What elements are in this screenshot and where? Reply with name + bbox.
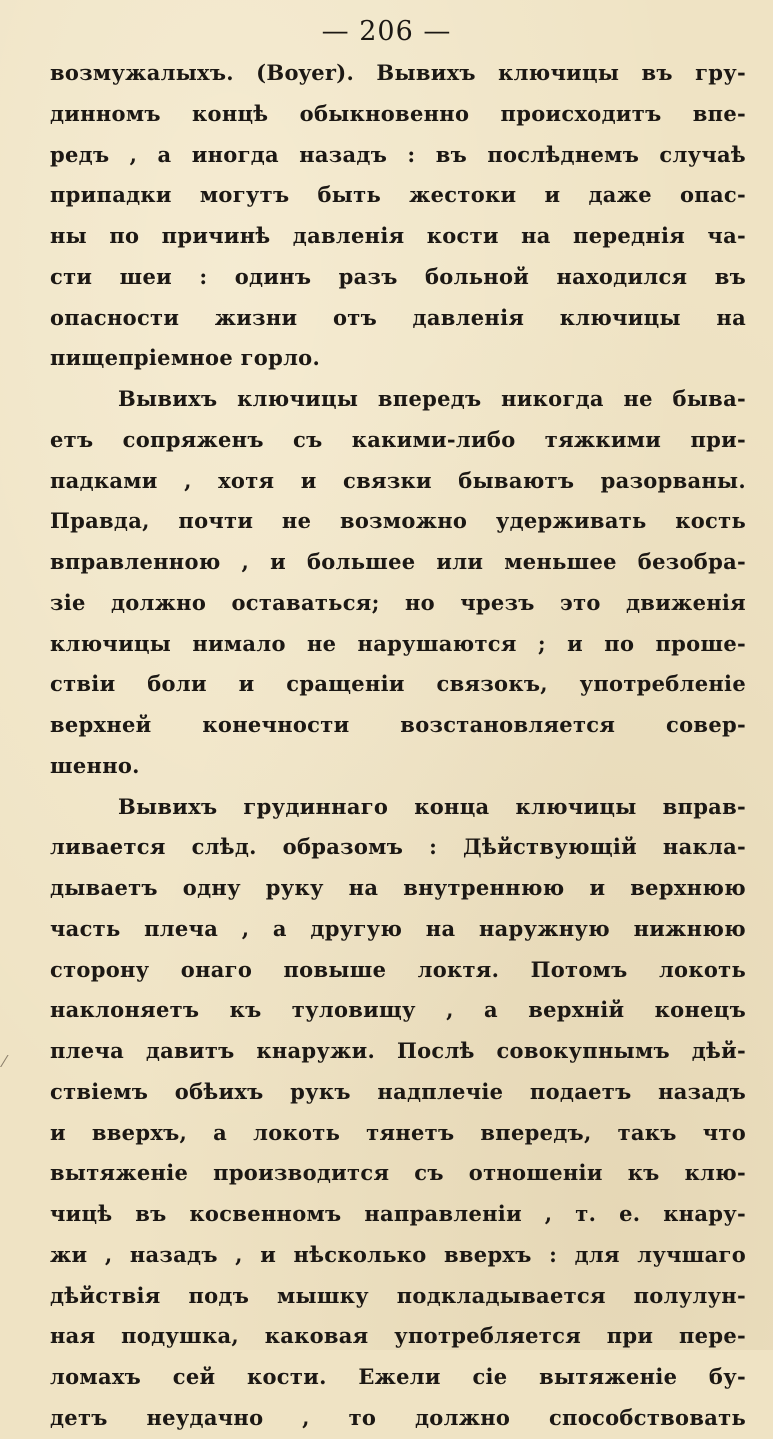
text-line: ная подушка, каковая употребляется при пере- [50,1323,746,1349]
text-line: ключицы нимало не нарушаются ; и по проше- [50,630,746,656]
text-line: часть плеча , а другую на наружную нижнюю [50,915,746,941]
text-line: пищепріемное горло. [50,345,321,371]
text-line: ливается слѣд. образомъ : Дѣйствующій накла- [50,834,746,860]
text-line: дѣйствія подъ мышку подкладывается полулун- [50,1282,746,1308]
text-line: жи , назадъ , и нѣсколько вверхъ : для лучшаго [50,1241,746,1267]
text-line: Правда, почти не возможно удерживать кость [50,508,746,534]
text-line: опасности жизни отъ давленія ключицы на [50,304,746,330]
text-line: наклоняетъ къ туловищу , а верхній конецъ [50,997,746,1023]
text-line: вправленною , и большее или меньшее безобра- [50,549,746,574]
text-line: верхней конечности возстановляется совер- [50,712,746,737]
text-line: и вверхъ, а локоть тянетъ впередъ, такъ что [50,1119,746,1145]
text-line: припадки могутъ быть жестоки и даже опас- [50,182,746,208]
body-text [50,53,746,1439]
text-line: падками , хотя и связки бываютъ разорваны. [50,467,746,493]
paragraph-start-line: Вывихъ грудиннаго конца ключицы вправ- [118,793,746,819]
page-number: — 206 — [321,16,452,47]
text-line: етъ сопряженъ съ какими-либо тяжкими при- [50,426,746,452]
text-line: ны по причинѣ давленія кости на переднія ча- [50,223,746,248]
margin-mark: ⁄ [3,1052,6,1071]
text-line: динномъ концѣ обыкновенно происходитъ впе- [50,100,746,126]
text-line: дываетъ одну руку на внутреннюю и верхнюю [50,875,746,900]
text-line: чицѣ въ косвенномъ направленіи , т. е. кнару- [50,1201,746,1226]
text-line: ствіи боли и сращеніи связокъ, употребленіе [50,671,746,697]
text-line: плеча давитъ кнаружи. Послѣ совокупнымъ дѣй- [50,1038,746,1063]
text-line: редъ , а иногда назадъ : въ послѣднемъ случаѣ [50,141,746,167]
text-line: возмужалыхъ. (Boyer). Вывихъ ключицы въ гру- [50,60,746,85]
text-line: ствіемъ обѣихъ рукъ надплечіе подаетъ назадъ [50,1078,746,1104]
text-line: шенно. [50,752,140,778]
text-line: детъ неудачно , то должно способствовать [50,1404,746,1430]
paragraph-start-line: Вывихъ ключицы впередъ никогда не быва- [118,386,746,411]
text-line: сторону онаго повыше локтя. Потомъ локоть [50,956,746,982]
text-line: вытяженіе производится съ отношеніи къ клю- [50,1160,746,1186]
text-line: ломахъ сей кости. Ежели сіе вытяженіе бу- [50,1364,746,1389]
text-line: зіе должно оставаться; но чрезъ это движенія [50,589,746,615]
text-line: сти шеи : одинъ разъ больной находился въ [50,263,746,289]
